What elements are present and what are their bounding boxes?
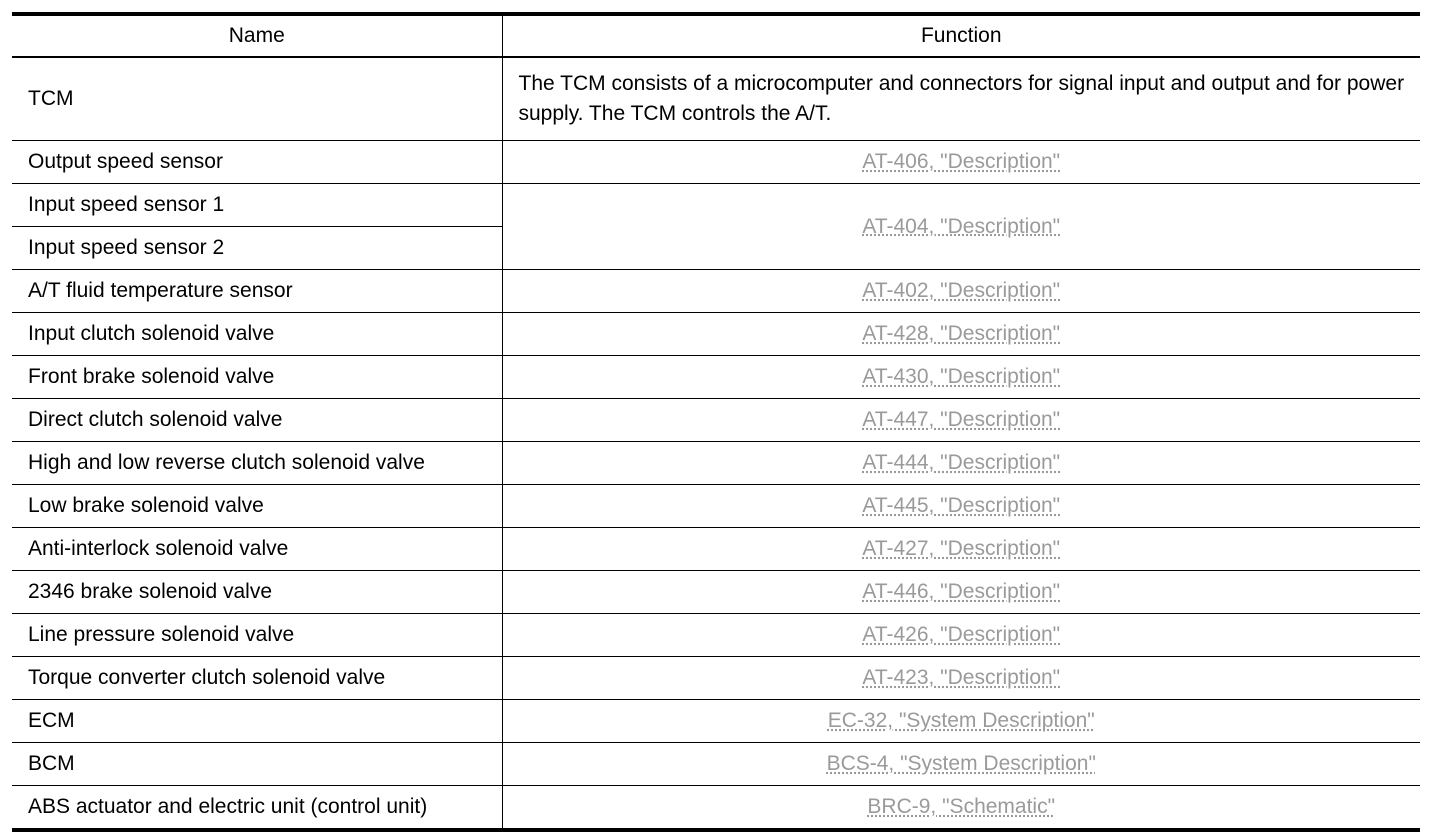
- table-row: [12, 399, 1420, 442]
- table-row: [12, 786, 1420, 831]
- table-header-row: [12, 14, 1420, 57]
- table-row: [12, 442, 1420, 485]
- function-column-header: Function: [502, 14, 1420, 57]
- component-name: Low brake solenoid valve: [12, 485, 502, 528]
- table-row: [12, 57, 1420, 141]
- table-row: [12, 313, 1420, 356]
- table-row: [12, 356, 1420, 399]
- reference-link[interactable]: AT-426, "Description": [862, 623, 1061, 646]
- reference-link[interactable]: AT-406, "Description": [862, 150, 1061, 173]
- reference-link[interactable]: AT-428, "Description": [862, 322, 1061, 345]
- table-row: [12, 270, 1420, 313]
- reference-link[interactable]: AT-447, "Description": [862, 408, 1061, 431]
- reference-link[interactable]: AT-404, "Description": [862, 214, 1061, 238]
- table-row: [12, 485, 1420, 528]
- reference-link[interactable]: AT-430, "Description": [862, 365, 1061, 388]
- reference-link[interactable]: AT-445, "Description": [862, 494, 1061, 517]
- table-row: [12, 184, 1420, 227]
- component-name: Front brake solenoid valve: [12, 356, 502, 399]
- table-row: [12, 528, 1420, 571]
- component-name: BCM: [12, 743, 502, 786]
- reference-link[interactable]: AT-444, "Description": [862, 451, 1061, 474]
- component-name: High and low reverse clutch solenoid valve: [12, 442, 502, 485]
- component-name: Torque converter clutch solenoid valve: [12, 657, 502, 700]
- reference-link[interactable]: AT-423, "Description": [862, 666, 1061, 689]
- reference-link[interactable]: BRC-9, "Schematic": [867, 795, 1056, 818]
- component-name: Output speed sensor: [12, 141, 502, 184]
- table-row: [12, 614, 1420, 657]
- table-row: [12, 571, 1420, 614]
- table-row: [12, 700, 1420, 743]
- component-name: Input speed sensor 2: [12, 227, 502, 270]
- component-name: A/T fluid temperature sensor: [12, 270, 502, 313]
- component-name: Direct clutch solenoid valve: [12, 399, 502, 442]
- component-function-table: [12, 12, 1420, 832]
- component-function-text: The TCM consists of a microcomputer and connectors for signal input and output and for power supply. The TCM controls the A/T.: [502, 57, 1420, 141]
- component-name: Input clutch solenoid valve: [12, 313, 502, 356]
- component-name: Line pressure solenoid valve: [12, 614, 502, 657]
- component-name: ABS actuator and electric unit (control unit): [12, 786, 502, 831]
- component-name: TCM: [12, 57, 502, 141]
- reference-link[interactable]: BCS-4, "System Description": [826, 752, 1096, 775]
- table-row: [12, 743, 1420, 786]
- component-name: Input speed sensor 1: [12, 184, 502, 227]
- reference-link[interactable]: AT-402, "Description": [862, 279, 1061, 302]
- component-name: ECM: [12, 700, 502, 743]
- reference-link[interactable]: AT-446, "Description": [862, 580, 1061, 603]
- component-name: Anti-interlock solenoid valve: [12, 528, 502, 571]
- table-row: [12, 657, 1420, 700]
- name-column-header: Name: [12, 14, 502, 57]
- reference-link[interactable]: AT-427, "Description": [862, 537, 1061, 560]
- reference-link[interactable]: EC-32, "System Description": [827, 709, 1095, 732]
- component-name: 2346 brake solenoid valve: [12, 571, 502, 614]
- table-row: [12, 141, 1420, 184]
